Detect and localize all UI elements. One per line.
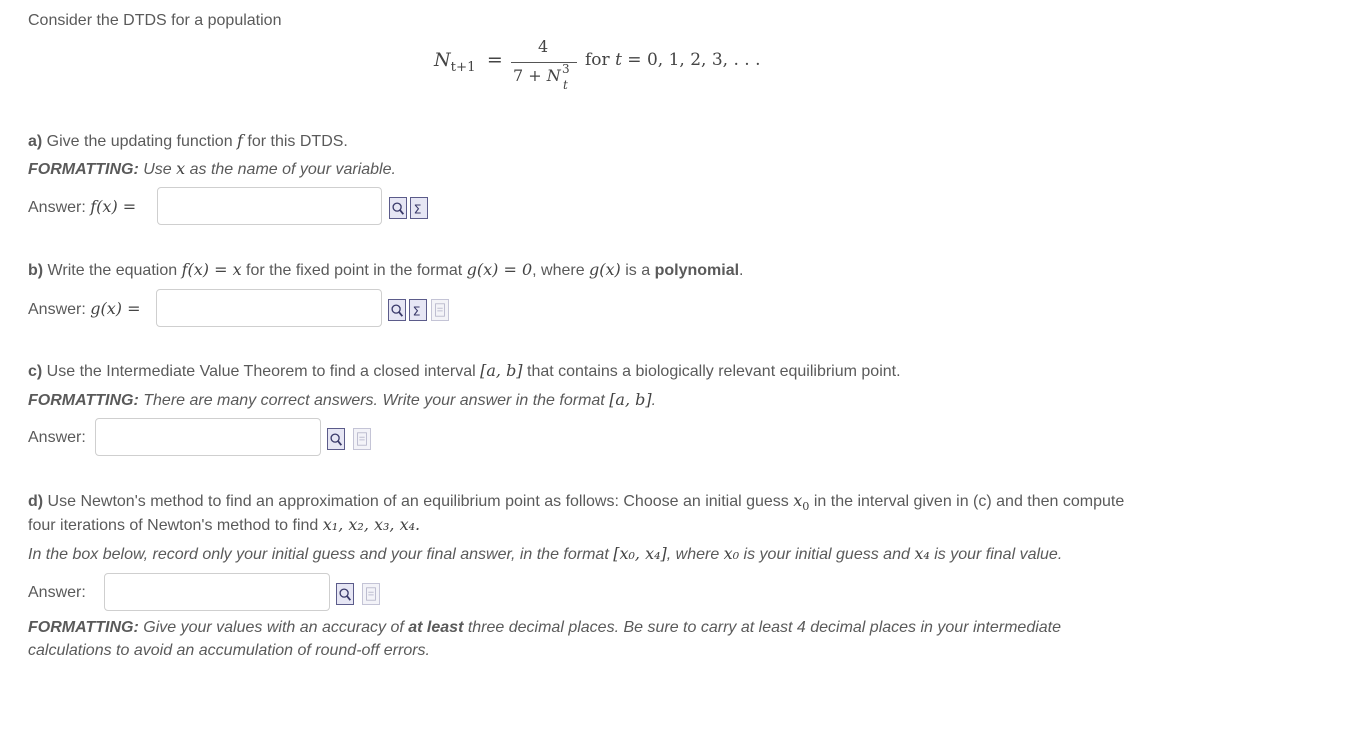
- help-document-icon[interactable]: [362, 583, 380, 605]
- sigma-equation-editor-icon[interactable]: [409, 299, 427, 321]
- equation-suffix: for t = 0, 1, 2, 3, . . .: [585, 50, 761, 70]
- part-d-instructions: In the box below, record only your initial guess and your final answer, in the format [x₀, x₄], where x₀ is your initial guess and x₄ is your final value.: [28, 544, 1063, 563]
- part-d-formatting-line1: FORMATTING: Give your values with an accuracy of at least three decimal places. Be sure to carry at least 4 decimal places in your intermediate: [28, 619, 1062, 636]
- help-document-icon[interactable]: [353, 428, 371, 450]
- magnifier-preview-icon[interactable]: [389, 197, 407, 219]
- equation-numerator: 4: [538, 37, 549, 56]
- svg-text:Σ: Σ: [413, 201, 422, 217]
- part-c-question: c) Use the Intermediate Value Theorem to find a closed interval [a, b] that contains a biologically relevant equilibrium point.: [28, 361, 901, 380]
- part-b-answer-label: Answer: g(x) =: [28, 299, 141, 318]
- part-a-formatting: FORMATTING: Use x as the name of your variable.: [28, 159, 396, 178]
- part-c-answer-label: Answer:: [28, 429, 86, 446]
- magnifier-preview-icon[interactable]: [327, 428, 345, 450]
- intro-text: Consider the DTDS for a population: [28, 12, 282, 29]
- part-b-answer-input[interactable]: [156, 289, 382, 327]
- help-document-icon[interactable]: [431, 299, 449, 321]
- part-c-answer-input[interactable]: [95, 418, 321, 456]
- part-d-answer-label: Answer:: [28, 584, 86, 601]
- part-d-question-line1: d) Use Newton's method to find an approximation of an equilibrium point as follows: Choose an initial guess $x_0$ in the interval given in (c) and then compute: [28, 491, 1125, 514]
- part-b-question: b) Write the equation f(x) = x for the fixed point in the format g(x) = 0, where g(x) is a polynomial.: [28, 260, 744, 279]
- sigma-equation-editor-icon[interactable]: [410, 197, 428, 219]
- part-a-question: a) Give the updating function f for this DTDS.: [28, 131, 348, 150]
- denominator-subscript: t: [563, 78, 568, 92]
- part-a-answer-input[interactable]: [157, 187, 382, 225]
- magnifier-preview-icon[interactable]: [388, 299, 406, 321]
- part-c-formatting: FORMATTING: There are many correct answers. Write your answer in the format [a, b].: [28, 390, 657, 409]
- equation-lhs: $N_{t+1}$ =: [434, 49, 503, 75]
- equation-denominator: 7 + N: [513, 66, 561, 85]
- magnifier-preview-icon[interactable]: [336, 583, 354, 605]
- part-d-formatting-line2: calculations to avoid an accumulation of round-off errors.: [28, 642, 430, 659]
- denominator-exponent: 3: [562, 62, 570, 76]
- part-d-answer-input[interactable]: [104, 573, 330, 611]
- svg-text:Σ: Σ: [412, 303, 421, 319]
- part-a-answer-label: Answer: f(x) =: [28, 197, 137, 216]
- part-d-question-line2: four iterations of Newton's method to find x₁, x₂, x₃, x₄.: [28, 515, 421, 534]
